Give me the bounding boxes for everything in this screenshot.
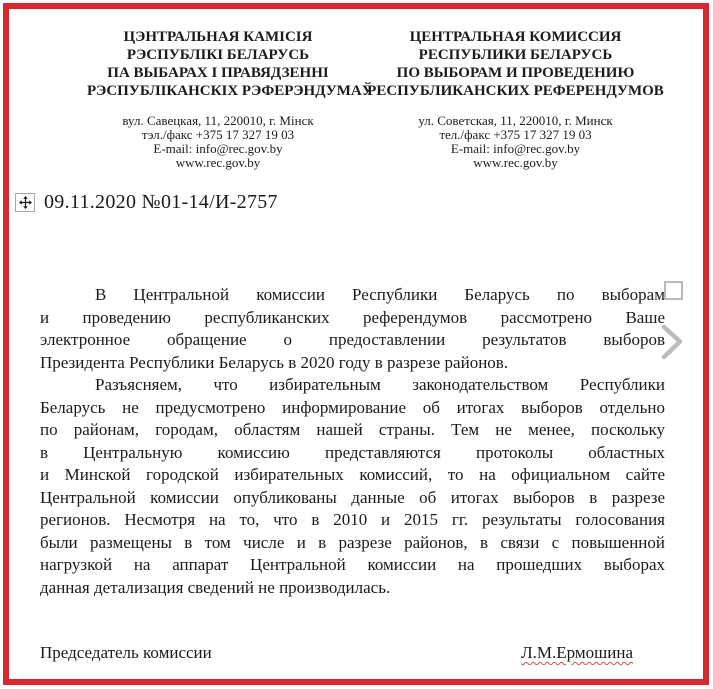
- address-line: вул. Савецкая, 11, 220010, г. Мінск: [122, 113, 314, 128]
- address-line: E-mail: info@rec.gov.by: [153, 141, 283, 156]
- signature-row: [40, 643, 633, 663]
- letterhead-russian: [363, 28, 668, 170]
- address-line: E-mail: info@rec.gov.by: [450, 141, 581, 156]
- org-name-be: [87, 28, 373, 100]
- paragraph-1: [40, 284, 665, 374]
- move-handle-icon[interactable]: [15, 193, 35, 212]
- org-name-line: ЦЭНТРАЛЬНАЯ КАМІСІЯ: [123, 29, 313, 45]
- org-address-be: [87, 114, 349, 170]
- address-line: тэл./факс +375 17 327 19 03: [141, 127, 295, 142]
- org-name-line: ЦЕНТРАЛЬНАЯ КОМИССИЯ: [409, 29, 622, 45]
- address-line: www.rec.gov.by: [473, 155, 558, 170]
- paragraph-line: Разъясняем, что избирательным законодательством Республики: [95, 375, 665, 394]
- org-name-line: РЭСПУБЛІКІ БЕЛАРУСЬ: [126, 47, 310, 63]
- document-page: [3, 3, 709, 685]
- paragraph-line: и Минской городской избирательных комиссий, то на официальном сайте: [40, 465, 665, 484]
- paragraph-2: [40, 374, 665, 599]
- signer-name: Л.М.Ермошина: [521, 643, 633, 662]
- org-name-line: ПО ВЫБОРАМ И ПРОВЕДЕНИЮ: [396, 65, 635, 81]
- reference-row: [15, 191, 703, 214]
- address-line: ул. Советская, 11, 220010, г. Минск: [418, 113, 613, 128]
- org-name-ru: [363, 28, 668, 100]
- address-line: тел./факс +375 17 327 19 03: [439, 127, 592, 142]
- paragraph-line: данная детализация сведений не производилась.: [40, 577, 391, 597]
- paragraph-line: Президента Республики Беларусь в 2020 году в разрезе районов.: [40, 352, 509, 372]
- paragraph-line: и проведению республиканских референдумов рассмотрено Ваше: [40, 307, 665, 327]
- letterhead-belarusian: [87, 28, 373, 170]
- paragraph-line: Беларусь не предусмотрено информирование об итогах выборов отдельно: [40, 397, 665, 417]
- paragraph-line: Центральной комиссии опубликованы данные об итогах выборов в разрезе: [40, 487, 665, 507]
- reference-number: 09.11.2020 №01-14/И-2757: [44, 191, 278, 213]
- org-name-line: ПА ВЫБАРАХ І ПРАВЯДЗЕННІ: [107, 65, 329, 81]
- paragraph-line: в Центральную комиссию представляются протоколы областных: [40, 442, 665, 462]
- signer-title: Председатель комиссии: [40, 643, 212, 662]
- paragraph-line: были размещены в том числе и в разрезе районов, в связи с повышенной: [40, 532, 665, 552]
- org-name-line: РЭСПУБЛІКАНСКІХ РЭФЕРЭНДУМАЎ: [87, 83, 373, 99]
- paragraph-line: нагрузкой на аппарат Центральной комиссии на прошедших выборах: [40, 555, 665, 574]
- letterhead: [9, 9, 703, 170]
- letter-body: [40, 284, 665, 599]
- org-address-ru: [363, 114, 668, 170]
- org-name-line: РЕСПУБЛИКИ БЕЛАРУСЬ: [418, 47, 613, 63]
- address-line: www.rec.gov.by: [175, 155, 261, 170]
- paragraph-line: по районам, городам, областям нашей страны. Тем не менее, поскольку: [40, 420, 665, 439]
- org-name-line: РЕСПУБЛИКАНСКИХ РЕФЕРЕНДУМОВ: [367, 83, 664, 99]
- paragraph-line: электронное обращение о предоставлении результатов выборов: [40, 330, 665, 349]
- empty-checkbox-icon[interactable]: [664, 281, 683, 300]
- paragraph-line: регионов. Несмотря на то, что в 2010 и 2015 гг. результаты голосования: [40, 510, 665, 529]
- paragraph-line: В Центральной комиссии Республики Беларусь по выборам: [95, 285, 665, 304]
- chevron-right-icon[interactable]: [657, 324, 687, 360]
